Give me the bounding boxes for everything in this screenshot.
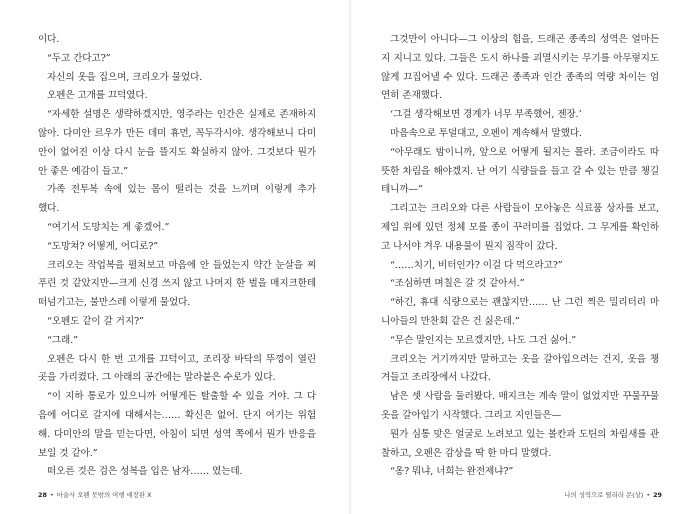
text-line: “자세한 설명은 생략하겠지만, 영주라는 인간은 실제로 존재하지 (47, 109, 316, 121)
footer-separator: • (646, 491, 651, 499)
text-line: 음에 어디로 갈지에 대해서는…… 확신은 없어. 단지 여기는 위험 (38, 409, 316, 421)
text-line: 겨들고 조리장에서 나갔다. (381, 372, 491, 384)
text-line: 테니까—” (381, 184, 423, 196)
left-running-title: 마술사 오펜 뭇밖의 여행 애장판 X (56, 491, 152, 499)
text-line: “옹? 뭐냐, 너희는 완전제냐?” (390, 466, 514, 478)
left-page-number: 28 (38, 491, 47, 499)
text-line: 크리오는 거기까지만 말하고는 옷을 갈아입으려는 건지, 옷을 챙 (390, 353, 659, 365)
text-line: 뜻한 차림을 해야겠지. 난 여기 식량들을 들고 갈 수 있는 만큼 챙길 (381, 165, 659, 177)
text-line: “무슨 말인지는 모르겠지만, 나도 그건 싫어.” (390, 334, 577, 346)
text-line: “도망쳐? 어떻게, 어디로?” (47, 240, 159, 252)
text-line: “두고 간다고?” (47, 52, 111, 64)
right-page-footer (564, 490, 662, 499)
footer-separator: • (49, 491, 54, 499)
right-page-number: 29 (653, 491, 662, 499)
page-gutter (349, 0, 351, 514)
text-line: 이다. (38, 34, 60, 45)
text-line: “하긴, 휴대 식량으로는 괜찮지만…… 난 그런 찍은 밀리터리 마 (390, 297, 659, 309)
text-line: 그것만이 아니다—그 이상의 힘을, 드래곤 종족의 성역은 얼마든 (390, 34, 659, 45)
left-page-footer (38, 490, 151, 499)
text-line: 옷을 갈아입기 시작했다. 그리고 지인들은— (381, 409, 562, 421)
text-line: “아무래도 밤이니까, 앞으로 어떻게 될지는 몰라. 조금이라도 따 (390, 146, 659, 158)
text-line: 남은 셋 사람을 둘러봤다. 매지크는 계속 말이 없었지만 꾸물꾸물 (390, 391, 659, 403)
text-line: 니아들의 만찬회 같은 건 싫은데.” (381, 315, 520, 327)
text-line: 안 좋은 예감이 들고.” (38, 165, 128, 177)
text-line: 보일 것 같아.” (38, 447, 98, 459)
text-line: 고 나서야 겨우 내용물이 뭔지 짐작이 갔다. (381, 240, 558, 252)
text-line: 찰하고, 오펜은 감상을 딱 한 마디 말했다. (381, 447, 552, 459)
text-line: 곳을 가리켰다. 그 아래의 공간에는 말라붙은 수로가 있다. (38, 372, 276, 384)
text-line: 않아. 다미안 르우가 만든 데미 휴먼, 꼭두각시야. 생각해보니 다미 (38, 127, 316, 139)
text-line: “여기서 도망치는 게 좋겠어.” (47, 221, 170, 233)
text-line: 마음속으로 투덜대고, 오펜이 계속해서 말했다. (390, 127, 582, 139)
text-line: “그래.” (47, 334, 78, 346)
text-line: “이 지하 통로가 있으니까 어떻게든 탈출할 수 있을 거야. 그 다 (47, 391, 316, 403)
left-page-body (38, 31, 316, 482)
text-line: 떠넘기고는, 불만스레 이렇게 물었다. (38, 297, 191, 309)
text-line: 연히 존재했다. (381, 90, 442, 102)
text-line: 해. 다미안의 말을 믿는다면, 아침이 되면 성역 쪽에서 뭔가 반응을 (38, 428, 316, 440)
text-line: 가족 전투복 속에 있는 몸이 떨리는 것을 느끼며 이렇게 추가 (47, 184, 316, 196)
text-line: “오펜도 같이 갈 거지?” (47, 315, 144, 327)
text-line: “……치기, 비터인가? 이걸 다 먹으라고?” (390, 259, 563, 271)
text-line: ‘그걸 생각해보면 경계가 너무 부족했어, 젠장.’ (390, 109, 582, 121)
text-line: 않게 끄집어낼 수 있다. 드래곤 종족과 인간 종족의 역량 차이는 엄 (381, 71, 659, 83)
text-line: 오펜은 고개를 끄덕였다. (47, 90, 148, 102)
text-line: 제일 위에 있던 정체 모를 종이 꾸러미를 집었다. 그 무게를 확인하 (381, 221, 659, 233)
text-line: 크리오는 작업복을 펼쳐보고 마음에 안 들었는지 약간 눈살을 찌 (47, 259, 316, 271)
text-line: 안이 없어진 이상 다시 눈을 뜰지도 확실하지 않아. 그것보다 뭔가 (38, 146, 316, 158)
text-line: 그리고는 크리오와 다른 사람들이 모아놓은 식료품 상자를 보고, (390, 203, 659, 215)
text-line: 자신의 옷을 집으며, 크리오가 물었다. (47, 71, 203, 83)
right-page-body (381, 31, 659, 482)
text-line: “조심하면 며칠은 갈 것 같아서.” (390, 278, 525, 290)
text-line: 했다. (38, 203, 60, 215)
text-line: 뭔가 심통 맞은 얼굴로 노려보고 있는 볼칸과 도틴의 차림새를 관 (390, 428, 659, 440)
text-line: 지 지니고 있다. 그들은 도시 하나를 괴멸시키는 무기를 아무렇지도 (381, 52, 659, 64)
text-line: 푸린 것 같았지만—크게 신경 쓰지 않고 나머지 한 벌을 매지크한테 (38, 278, 316, 290)
text-line: 떠오른 것은 검은 성복을 입은 남자…… 였는데. (47, 466, 243, 478)
right-running-title: 나의 성역으로 떨리라 몬(상) (564, 491, 644, 499)
text-line: 오펜은 다시 한 번 고개를 끄덕이고, 조리장 바닥의 뚜껑이 열린 (47, 353, 316, 365)
